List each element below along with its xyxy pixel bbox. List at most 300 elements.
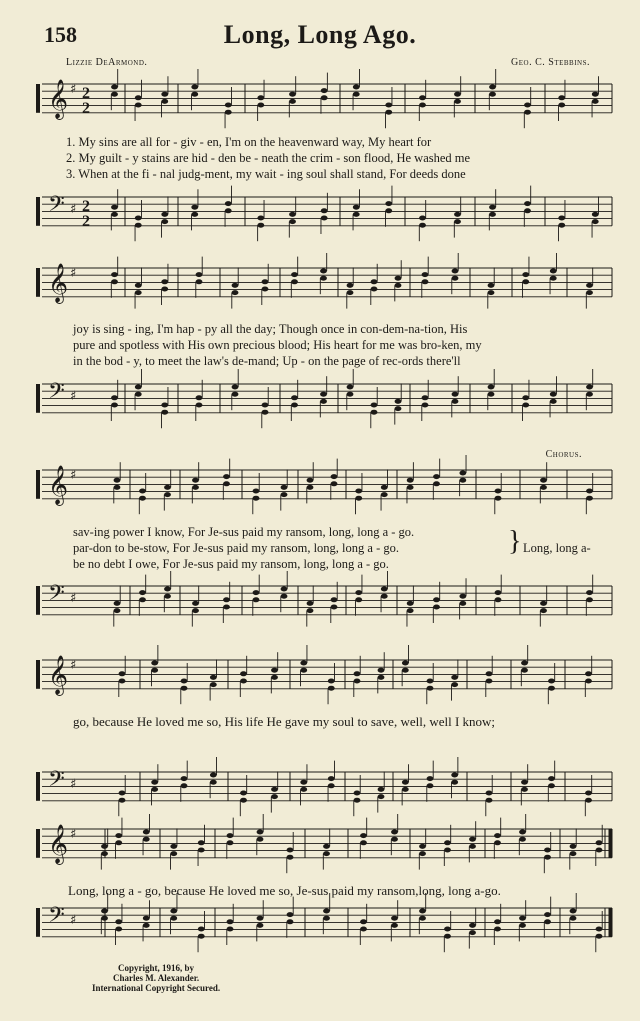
notehead	[360, 927, 367, 932]
notehead	[444, 934, 451, 939]
notehead	[347, 385, 354, 390]
notehead	[354, 798, 361, 803]
notehead	[444, 927, 451, 932]
notehead	[540, 485, 547, 490]
notehead	[331, 597, 338, 602]
notehead	[164, 594, 171, 599]
notehead	[354, 679, 361, 684]
notehead	[291, 272, 298, 277]
notehead	[381, 587, 388, 592]
notehead	[360, 840, 367, 845]
notehead	[381, 492, 388, 497]
notehead	[419, 103, 426, 108]
notehead	[115, 840, 122, 845]
notehead	[257, 223, 264, 228]
notehead	[196, 403, 203, 408]
notehead	[550, 392, 557, 397]
notehead	[407, 485, 414, 490]
notehead	[307, 485, 314, 490]
notehead	[328, 679, 335, 684]
notehead	[494, 840, 501, 845]
notehead	[135, 223, 142, 228]
notehead	[592, 99, 599, 104]
chorus-label: Chorus.	[545, 449, 582, 460]
notehead	[371, 403, 378, 408]
notehead	[451, 780, 458, 785]
notehead	[596, 927, 603, 932]
lyricist-credit: Lizzie DeArmond.	[66, 57, 148, 68]
notehead	[521, 661, 528, 666]
treble-clef-icon: 𝄞	[48, 824, 69, 864]
notehead	[495, 496, 502, 501]
notehead	[196, 279, 203, 284]
notehead	[402, 661, 409, 666]
notehead	[191, 205, 198, 210]
notehead	[291, 279, 298, 284]
notehead	[181, 783, 188, 788]
notehead	[586, 385, 593, 390]
notehead	[257, 95, 264, 100]
copyright-line-1: Copyright, 1916, by	[118, 963, 195, 973]
notehead	[253, 597, 260, 602]
notehead	[240, 798, 247, 803]
notehead	[300, 668, 307, 673]
notehead	[196, 272, 203, 277]
lyric-chorus-line-1: go, because He loved me so, His life He gave my soul to save, well, well I know;	[73, 714, 496, 729]
notehead	[210, 780, 217, 785]
notehead	[522, 279, 529, 284]
notehead	[360, 833, 367, 838]
notehead	[321, 208, 328, 213]
lyric-verse-1-line-3: sav-ing power I know, For Je-sus paid my ransom, long, long a - go.	[73, 525, 415, 539]
notehead	[321, 216, 328, 221]
key-sharp-icon: ♯	[70, 202, 77, 217]
lyric-verse-2-line-3: par-don to be-stow, For Je-sus paid my ransom, long, long a - go.	[73, 541, 399, 555]
notehead	[519, 837, 526, 842]
key-sharp-icon: ♯	[70, 82, 77, 97]
notehead	[143, 923, 150, 928]
notehead	[544, 855, 551, 860]
notehead	[558, 216, 565, 221]
notehead	[111, 279, 118, 284]
notehead	[585, 679, 592, 684]
notehead	[291, 395, 298, 400]
notehead	[395, 276, 402, 281]
notehead	[586, 597, 593, 602]
notehead	[143, 830, 150, 835]
notehead	[385, 110, 392, 115]
notehead	[494, 919, 501, 924]
notehead	[323, 909, 330, 914]
notehead	[323, 851, 330, 856]
notehead	[196, 395, 203, 400]
notehead	[433, 597, 440, 602]
notehead	[391, 916, 398, 921]
notehead	[419, 216, 426, 221]
notehead	[161, 212, 168, 217]
time-signature: 2	[82, 198, 90, 215]
notehead	[271, 794, 278, 799]
notehead	[454, 99, 461, 104]
notehead	[135, 283, 142, 288]
notehead	[451, 675, 458, 680]
notehead	[119, 679, 126, 684]
notehead	[548, 783, 555, 788]
hymn-title: Long, Long Ago.	[223, 20, 417, 49]
notehead	[522, 272, 529, 277]
notehead	[489, 212, 496, 217]
notehead	[407, 478, 414, 483]
notehead	[227, 919, 234, 924]
notehead	[459, 478, 466, 483]
notehead	[320, 399, 327, 404]
notehead	[419, 851, 426, 856]
notehead	[592, 212, 599, 217]
notehead	[586, 290, 593, 295]
notehead	[223, 481, 230, 486]
notehead	[451, 682, 458, 687]
notehead	[328, 776, 335, 781]
verse-brace: }	[508, 526, 522, 557]
key-sharp-icon: ♯	[70, 266, 77, 281]
notehead	[320, 269, 327, 274]
notehead	[287, 919, 294, 924]
notehead	[592, 92, 599, 97]
notehead	[257, 916, 264, 921]
notehead	[240, 679, 247, 684]
notehead	[257, 103, 264, 108]
notehead	[381, 485, 388, 490]
notehead	[550, 269, 557, 274]
notehead	[459, 471, 466, 476]
notehead	[444, 848, 451, 853]
notehead	[271, 668, 278, 673]
notehead	[323, 844, 330, 849]
notehead	[161, 287, 168, 292]
notehead	[544, 919, 551, 924]
bass-clef-icon: 𝄢	[48, 379, 65, 409]
notehead	[550, 399, 557, 404]
notehead	[232, 385, 239, 390]
notehead	[135, 392, 142, 397]
notehead	[354, 791, 361, 796]
notehead	[289, 219, 296, 224]
notehead	[355, 496, 362, 501]
notehead	[422, 395, 429, 400]
notehead	[459, 594, 466, 599]
lyric-verse-2-line-2: pure and spotless with His own precious blood; His heart for me was bro-ken, my	[73, 338, 482, 352]
notehead	[427, 776, 434, 781]
lyric-verse-1-line-1: 1. My sins are all for - giv - en, I'm on the heavenward way, My heart for	[66, 135, 432, 149]
notehead	[544, 848, 551, 853]
notehead	[192, 478, 199, 483]
notehead	[331, 474, 338, 479]
notehead	[287, 848, 294, 853]
notehead	[223, 474, 230, 479]
notehead	[271, 675, 278, 680]
notehead	[307, 601, 314, 606]
notehead	[494, 833, 501, 838]
notehead	[558, 95, 565, 100]
notehead	[210, 675, 217, 680]
notehead	[451, 773, 458, 778]
notehead	[223, 605, 230, 610]
notehead	[419, 909, 426, 914]
notehead	[548, 679, 555, 684]
notehead	[354, 671, 361, 676]
notehead	[114, 485, 121, 490]
notehead	[257, 830, 264, 835]
notehead	[198, 840, 205, 845]
notehead	[488, 385, 495, 390]
notehead	[135, 290, 142, 295]
notehead	[378, 668, 385, 673]
notehead	[135, 95, 142, 100]
notehead	[101, 916, 108, 921]
notehead	[385, 201, 392, 206]
notehead	[486, 671, 493, 676]
notehead	[240, 791, 247, 796]
notehead	[101, 909, 108, 914]
notehead	[111, 395, 118, 400]
notehead	[391, 923, 398, 928]
notehead	[524, 103, 531, 108]
notehead	[307, 608, 314, 613]
notehead	[495, 489, 502, 494]
notehead	[385, 103, 392, 108]
notehead	[170, 916, 177, 921]
notehead	[407, 608, 414, 613]
notehead	[586, 489, 593, 494]
notehead	[347, 283, 354, 288]
notehead	[353, 205, 360, 210]
notehead	[378, 794, 385, 799]
notehead	[257, 837, 264, 842]
notehead	[371, 279, 378, 284]
notehead	[347, 392, 354, 397]
composer-credit: Geo. C. Stebbins.	[511, 57, 590, 68]
notehead	[521, 787, 528, 792]
treble-clef-icon: 𝄞	[48, 263, 69, 303]
notehead	[225, 201, 232, 206]
notehead	[300, 661, 307, 666]
notehead	[419, 95, 426, 100]
notehead	[111, 403, 118, 408]
notehead	[494, 927, 501, 932]
notehead	[111, 212, 118, 217]
notehead	[519, 830, 526, 835]
notehead	[161, 279, 168, 284]
key-sharp-icon: ♯	[70, 468, 77, 483]
notehead	[419, 916, 426, 921]
notehead	[281, 587, 288, 592]
notehead	[586, 496, 593, 501]
notehead	[521, 668, 528, 673]
notehead	[287, 855, 294, 860]
notehead	[469, 837, 476, 842]
notehead	[488, 283, 495, 288]
notehead	[378, 787, 385, 792]
notehead	[433, 474, 440, 479]
notehead	[419, 844, 426, 849]
notehead	[452, 269, 459, 274]
notehead	[586, 283, 593, 288]
notehead	[111, 205, 118, 210]
notehead	[544, 912, 551, 917]
notehead	[151, 780, 158, 785]
notehead	[454, 92, 461, 97]
notehead	[139, 496, 146, 501]
notehead	[371, 287, 378, 292]
notehead	[328, 686, 335, 691]
lyric-chorus-line-2: Long, long a - go, because He loved me so, Je-sus paid my ransom,long, long a-go.	[68, 883, 501, 898]
notehead	[422, 403, 429, 408]
notehead	[135, 216, 142, 221]
notehead	[469, 930, 476, 935]
notehead	[596, 934, 603, 939]
notehead	[192, 608, 199, 613]
notehead	[262, 403, 269, 408]
notehead	[452, 276, 459, 281]
notehead	[151, 661, 158, 666]
notehead	[592, 219, 599, 224]
notehead	[135, 103, 142, 108]
notehead	[540, 608, 547, 613]
notehead	[170, 909, 177, 914]
notehead	[444, 840, 451, 845]
notehead	[586, 392, 593, 397]
notehead	[232, 392, 239, 397]
notehead	[550, 276, 557, 281]
notehead	[161, 410, 168, 415]
notehead	[151, 668, 158, 673]
notehead	[558, 223, 565, 228]
notehead	[115, 927, 122, 932]
notehead	[181, 679, 188, 684]
notehead	[291, 403, 298, 408]
notehead	[192, 601, 199, 606]
notehead	[522, 395, 529, 400]
notehead	[381, 594, 388, 599]
notehead	[347, 290, 354, 295]
notehead	[300, 780, 307, 785]
lyric-verse-3-line-1: 3. When at the fi - nal judg-ment, my wait - ing soul shall stand, For deeds done	[66, 167, 466, 181]
notehead	[427, 783, 434, 788]
key-sharp-icon: ♯	[70, 827, 77, 842]
notehead	[135, 385, 142, 390]
notehead	[570, 916, 577, 921]
treble-clef-icon: 𝄞	[48, 79, 69, 119]
notehead	[161, 403, 168, 408]
notehead	[495, 590, 502, 595]
notehead	[321, 95, 328, 100]
notehead	[198, 927, 205, 932]
notehead	[407, 601, 414, 606]
notehead	[586, 590, 593, 595]
notehead	[139, 597, 146, 602]
notehead	[181, 686, 188, 691]
notehead	[170, 851, 177, 856]
notehead	[486, 791, 493, 796]
notehead	[320, 392, 327, 397]
notehead	[402, 780, 409, 785]
notehead	[119, 671, 126, 676]
notehead	[289, 99, 296, 104]
notehead	[281, 485, 288, 490]
notehead	[452, 399, 459, 404]
notehead	[331, 481, 338, 486]
notehead	[402, 787, 409, 792]
notehead	[320, 276, 327, 281]
bass-clef-icon: 𝄢	[48, 581, 65, 611]
notehead	[331, 605, 338, 610]
notehead	[181, 776, 188, 781]
notehead	[227, 927, 234, 932]
time-signature: 2	[82, 213, 90, 230]
notehead	[119, 798, 126, 803]
notehead	[360, 919, 367, 924]
notehead	[419, 223, 426, 228]
notehead	[323, 916, 330, 921]
notehead	[321, 88, 328, 93]
notehead	[151, 787, 158, 792]
notehead	[164, 492, 171, 497]
notehead	[115, 919, 122, 924]
notehead	[210, 773, 217, 778]
notehead	[225, 103, 232, 108]
bass-clef-icon: 𝄢	[48, 767, 65, 797]
notehead	[422, 279, 429, 284]
notehead	[469, 844, 476, 849]
notehead	[378, 675, 385, 680]
notehead	[353, 85, 360, 90]
notehead	[225, 110, 232, 115]
notehead	[192, 485, 199, 490]
notehead	[262, 287, 269, 292]
notehead	[289, 92, 296, 97]
notehead	[139, 590, 146, 595]
notehead	[164, 485, 171, 490]
notehead	[101, 851, 108, 856]
key-sharp-icon: ♯	[70, 658, 77, 673]
lyric-verse-2-line-1: 2. My guilt - y stains are hid - den be - neath the crim - son flood, He washed me	[66, 151, 471, 165]
time-signature: 2	[82, 100, 90, 117]
lyric-verse-3-line-2: in the bod - y, to meet the law's de-mand; Up - on the page of rec-ords there'll	[73, 354, 461, 368]
notehead	[281, 594, 288, 599]
notehead	[114, 608, 121, 613]
notehead	[495, 597, 502, 602]
notehead	[240, 671, 247, 676]
notehead	[433, 481, 440, 486]
key-sharp-icon: ♯	[70, 591, 77, 606]
notehead	[452, 392, 459, 397]
notehead	[433, 605, 440, 610]
notehead	[198, 848, 205, 853]
notehead	[328, 783, 335, 788]
notehead	[488, 392, 495, 397]
treble-clef-icon: 𝄞	[48, 655, 69, 695]
key-sharp-icon: ♯	[70, 913, 77, 928]
notehead	[191, 212, 198, 217]
notehead	[139, 489, 146, 494]
notehead	[287, 912, 294, 917]
notehead	[402, 668, 409, 673]
notehead	[570, 851, 577, 856]
notehead	[115, 833, 122, 838]
notehead	[385, 208, 392, 213]
notehead	[143, 916, 150, 921]
notehead	[289, 212, 296, 217]
